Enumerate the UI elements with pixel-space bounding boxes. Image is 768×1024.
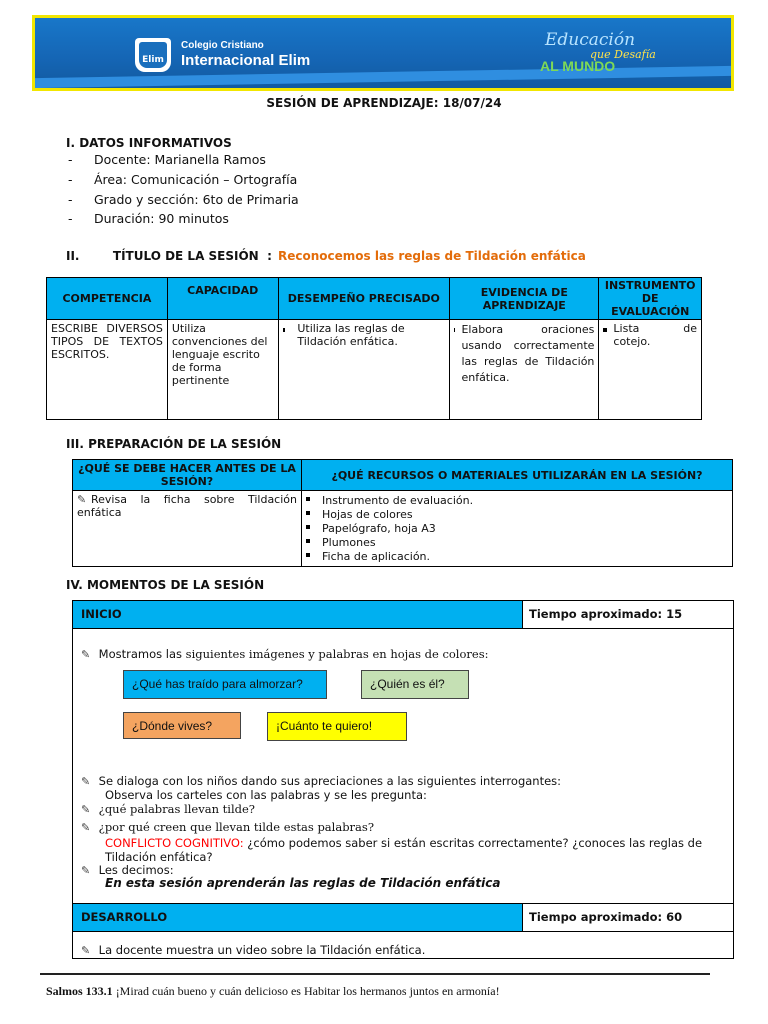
section4-heading: IV. MOMENTOS DE LA SESIÓN bbox=[66, 578, 265, 592]
section2-label: II. TÍTULO DE LA SESIÓN : bbox=[66, 249, 272, 263]
observe-line: Observa los carteles con las palabras y se les pregunta: bbox=[105, 788, 427, 802]
question-2 bbox=[81, 820, 374, 834]
col-desempeno-header: DESEMPEÑO PRECISADO bbox=[278, 278, 450, 320]
before-session-text: Revisa la ficha sobre Tildación enfática bbox=[77, 493, 297, 519]
show-prefix: Mostramos las bbox=[98, 647, 183, 661]
col-competencia-header: COMPETENCIA bbox=[47, 278, 168, 320]
pencil-icon: ✎ bbox=[81, 821, 91, 834]
inicio-label: INICIO bbox=[73, 601, 523, 628]
question-1 bbox=[81, 802, 255, 816]
pencil-icon: ✎ bbox=[81, 775, 91, 788]
section3-heading: III. PREPARACIÓN DE LA SESIÓN bbox=[66, 437, 282, 451]
desempeno-text: Utiliza las reglas de Tildación enfática. bbox=[297, 322, 405, 348]
competencia-cell: ESCRIBE DIVERSOS TIPOS DE TEXTOS ESCRITOS. bbox=[47, 320, 168, 420]
card-donde: ¿Dónde vives? bbox=[123, 712, 241, 739]
pencil-icon: ✎ bbox=[81, 944, 91, 957]
info-text: Grado y sección: 6to de Primaria bbox=[94, 192, 299, 207]
info-item-area: - Área: Comunicación – Ortografía bbox=[68, 172, 298, 187]
school-name-large: Internacional Elim bbox=[181, 52, 311, 69]
before-session-header: ¿QUÉ SE DEBE HACER ANTES DE LA SESIÓN? bbox=[73, 460, 302, 491]
resource-item bbox=[306, 508, 728, 521]
header-banner bbox=[32, 15, 734, 91]
card-cuanto: ¡Cuánto te quiero! bbox=[267, 712, 407, 741]
footer-rule bbox=[40, 973, 710, 975]
evidencia-text: Elabora oraciones usando correctamente las reglas de Tildación enfática. bbox=[461, 323, 595, 384]
col-instrumento-header: INSTRUMENTO DE EVALUACIÓN bbox=[599, 278, 702, 320]
desempeno-cell bbox=[278, 320, 450, 420]
before-session-cell bbox=[73, 491, 302, 567]
session-moments-box bbox=[72, 600, 734, 959]
tell-line bbox=[81, 863, 174, 877]
video-text: La docente muestra un video sobre la Tildación enfática. bbox=[98, 943, 426, 957]
info-item-docente: - Docente: Marianella Ramos bbox=[68, 152, 266, 167]
resource-item bbox=[306, 550, 728, 563]
resource-text: Instrumento de evaluación. bbox=[322, 494, 474, 507]
pencil-icon: ✎ bbox=[77, 493, 87, 506]
pencil-icon: ✎ bbox=[81, 648, 91, 661]
show-rest: siguientes imágenes y palabras en hojas de colores: bbox=[185, 647, 489, 661]
dialog-text: Se dialoga con los niños dando sus apreciaciones a las siguientes interrogantes: bbox=[98, 774, 562, 788]
instrumento-text: Lista de cotejo. bbox=[613, 322, 697, 348]
conflict-line bbox=[105, 836, 725, 850]
card-quien: ¿Quién es él? bbox=[361, 670, 469, 699]
card-almorzar: ¿Qué has traído para almorzar? bbox=[123, 670, 327, 699]
motto-line-1: Educación bbox=[545, 30, 636, 50]
video-line bbox=[81, 943, 425, 957]
logo-text: Elim bbox=[139, 42, 167, 68]
capacidad-cell: Utiliza convenciones del lenguaje escrito de forma pertinente bbox=[167, 320, 278, 420]
col-capacidad-header: CAPACIDAD bbox=[167, 278, 278, 320]
resources-cell bbox=[302, 491, 733, 567]
info-text: Área: Comunicación – Ortografía bbox=[94, 172, 298, 187]
motto-line-3: AL MUNDO bbox=[540, 58, 616, 74]
tell-text: Les decimos: bbox=[98, 863, 174, 877]
resource-text: Hojas de colores bbox=[322, 508, 413, 521]
conflict-line-2: Tildación enfática? bbox=[105, 850, 213, 864]
preparation-table bbox=[72, 459, 733, 567]
info-text: Duración: 90 minutos bbox=[94, 211, 229, 226]
session-title: SESIÓN DE APRENDIZAJE: 18/07/24 bbox=[266, 96, 502, 110]
info-item-grado: - Grado y sección: 6to de Primaria bbox=[68, 192, 299, 207]
info-text: Docente: Marianella Ramos bbox=[94, 152, 266, 167]
section1-heading: I. DATOS INFORMATIVOS bbox=[66, 136, 232, 150]
show-line bbox=[81, 647, 489, 661]
pencil-icon: ✎ bbox=[81, 864, 91, 877]
dialog-line bbox=[81, 774, 561, 788]
conflict-label: CONFLICTO COGNITIVO: bbox=[105, 836, 244, 850]
resource-text: Ficha de aplicación. bbox=[322, 550, 431, 563]
motto-line-2: que Desafía bbox=[590, 48, 656, 61]
desarrollo-label: DESARROLLO bbox=[73, 904, 523, 931]
session-topic: Reconocemos las reglas de Tildación enfática bbox=[278, 249, 586, 263]
competency-table bbox=[46, 277, 702, 420]
inicio-row bbox=[73, 601, 733, 629]
footer-verse bbox=[46, 984, 500, 999]
inicio-time: Tiempo aproximado: 15 bbox=[529, 607, 683, 621]
question-text: ¿qué palabras llevan tilde? bbox=[98, 802, 255, 816]
school-name-small: Colegio Cristiano bbox=[181, 40, 264, 51]
question-text: ¿por qué creen que llevan tilde estas palabras? bbox=[98, 820, 374, 834]
resource-item bbox=[306, 494, 728, 507]
objective-line: En esta sesión aprenderán las reglas de Tildación enfática bbox=[105, 876, 501, 890]
desarrollo-row bbox=[73, 903, 733, 932]
instrumento-cell bbox=[599, 320, 702, 420]
resource-text: Papelógrafo, hoja A3 bbox=[322, 522, 436, 535]
verse-reference: Salmos 133.1 bbox=[46, 984, 113, 998]
info-item-duracion: - Duración: 90 minutos bbox=[68, 211, 229, 226]
pencil-icon: ✎ bbox=[81, 803, 91, 816]
conflict-text: ¿cómo podemos saber si están escritas correctamente? ¿conoces las reglas de bbox=[243, 836, 703, 850]
school-logo bbox=[135, 38, 171, 72]
resource-item bbox=[306, 536, 728, 549]
resources-header: ¿QUÉ RECURSOS O MATERIALES UTILIZARÁN EN LA SESIÓN? bbox=[302, 460, 733, 491]
evidencia-cell bbox=[450, 320, 599, 420]
desarrollo-time: Tiempo aproximado: 60 bbox=[529, 910, 683, 924]
resource-item bbox=[306, 522, 728, 535]
resource-text: Plumones bbox=[322, 536, 376, 549]
verse-text: ¡Mirad cuán bueno y cuán delicioso es Habitar los hermanos juntos en armonía! bbox=[112, 984, 500, 998]
col-evidencia-header: EVIDENCIA DE APRENDIZAJE bbox=[450, 278, 599, 320]
